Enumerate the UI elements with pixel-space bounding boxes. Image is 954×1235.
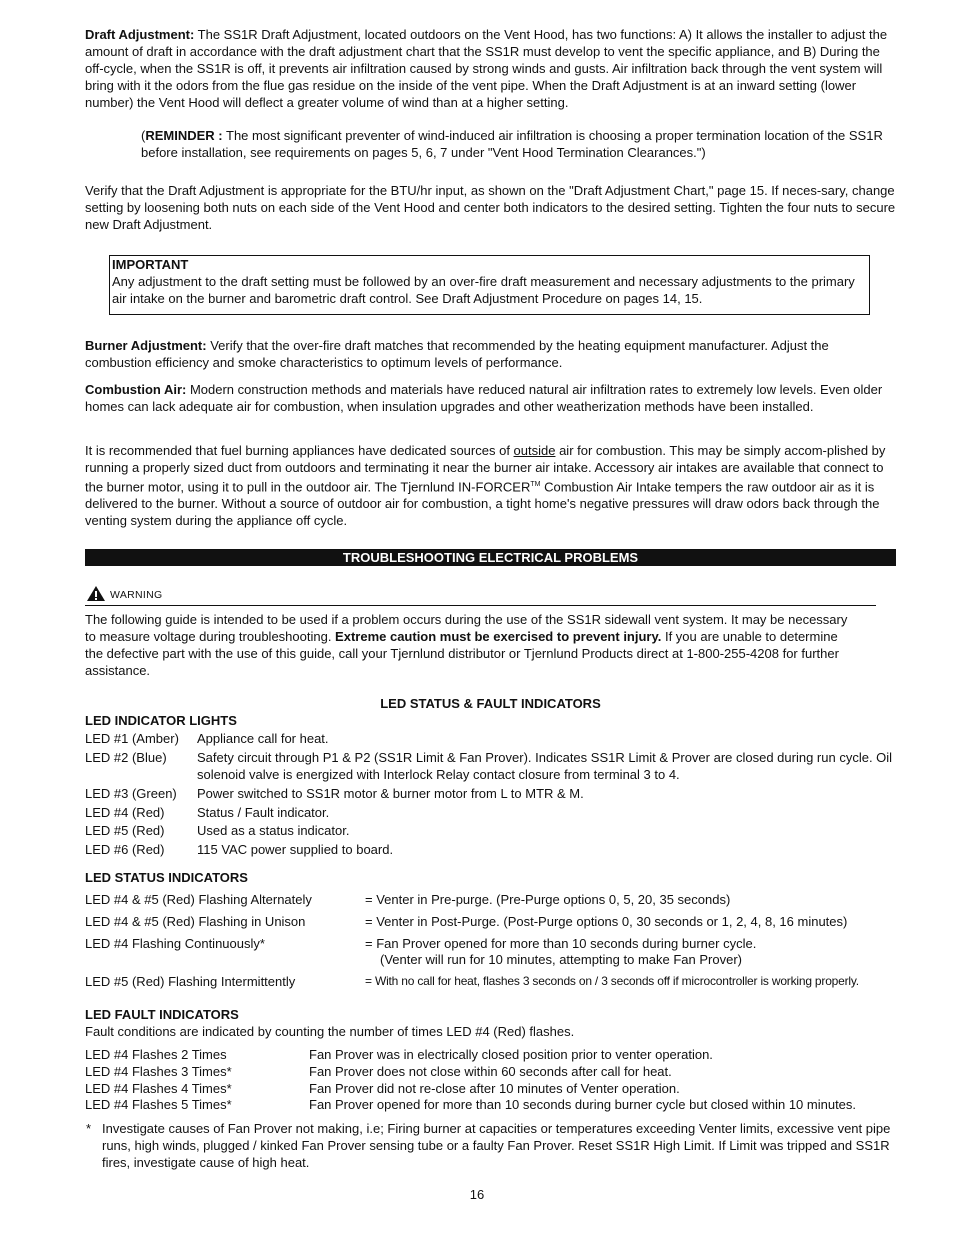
- warning-text-b: If you are unable to determine the defective part with the use of this guide, call your Tjernlund distributor or Tjernlund Products direct at 1-800-255-4208 for further assistance.: [85, 629, 839, 678]
- light-row-led: LED #4 (Red): [85, 805, 165, 820]
- status-row-led: LED #4 Flashing Continuously*: [85, 936, 265, 951]
- footnote-text: Investigate causes of Fan Prover not making, i.e; Firing burner at capacities or temperatures exceeding Venter limits, excessive vent pipe runs, high winds, plugged / kinked Fan Prover sensing tube or a faulty Fan Prover. Reset SS1R High Limit. If Limit was tripped and SS1R fires, investigate cause of high heat.: [102, 1121, 891, 1170]
- section-title-bar: TROUBLESHOOTING ELECTRICAL PROBLEMS: [85, 549, 896, 566]
- combustion-air-label: Combustion Air:: [85, 382, 187, 397]
- light-row-desc: Appliance call for heat.: [197, 731, 329, 746]
- recommend-text-a: It is recommended that fuel burning appliances have dedicated sources of: [85, 443, 514, 458]
- fault-indicators-heading: LED FAULT INDICATORS: [85, 1007, 239, 1022]
- important-text: Any adjustment to the draft setting must be followed by an over-fire draft measurement and necessary adjustments to the primary air intake on the burner and barometric draft control. See Draft Adjustment Procedure on pages 14, 15.: [112, 274, 855, 306]
- led-section-title: LED STATUS & FAULT INDICATORS: [380, 696, 601, 711]
- warning-text-a: The following guide is intended to be used if a problem occurs during the use of the SS1R sidewall vent system. It may be necessary to measure voltage during troubleshooting.: [85, 612, 848, 644]
- light-row-desc: Power switched to SS1R motor & burner motor from L to MTR & M.: [197, 786, 584, 801]
- footnote-star: *: [86, 1121, 92, 1136]
- light-row-led: LED #6 (Red): [85, 842, 165, 857]
- light-row-led: LED #5 (Red): [85, 823, 165, 838]
- status-row-desc: = Venter in Pre-purge. (Pre-Purge options 0, 5, 20, 35 seconds): [365, 892, 731, 907]
- burner-adjustment-paragraph: [85, 337, 897, 371]
- draft-adjustment-text: The SS1R Draft Adjustment, located outdoors on the Vent Hood, has two functions: A) It allows the installer to adjust the amount of draft in accordance with the draft adjustment chart that the SS1R must develop to vent the specific appliance, and B) During the off-cycle, when the SS1R is off, it prevents air infiltration caused by strong winds and gusts. Air infiltration back through the vent system will bring with it the odors from the flue gas residue on the inside of the vent pipe. When the Draft Adjustment is at an inward setting (lower number) the Vent Hood will deflect a greater volume of wind than at a higher setting.: [85, 27, 888, 110]
- reminder-label: REMINDER :: [145, 128, 223, 143]
- light-row-led: LED #1 (Amber): [85, 731, 179, 746]
- status-row-desc: = Venter in Post-Purge. (Post-Purge options 0, 30 seconds or 1, 2, 4, 8, 16 minutes): [365, 914, 848, 929]
- status-row-desc-note: (Venter will run for 10 minutes, attempting to make Fan Prover): [380, 952, 742, 967]
- light-row-desc: 115 VAC power supplied to board.: [197, 842, 394, 857]
- warning-triangle-icon: [86, 585, 106, 602]
- recommend-text-c: Combustion Air Intake tempers the raw outdoor air as it is delivered to the burner. Without a source of outdoor air for combustion, a tight home's negative pressures will draw odors back through the venting system during the appliance off cycle.: [85, 479, 880, 529]
- trademark-mark: TM: [530, 481, 541, 488]
- light-row-desc: Status / Fault indicator.: [197, 805, 330, 820]
- important-box: [109, 255, 870, 315]
- light-row-desc: Safety circuit through P1 & P2 (SS1R Limit & Fan Prover). Indicates SS1R Limit & Prover are closed during run cycle. Oil solenoid valve is energized with Interlock Relay contact closure from terminal 3 to 4.: [197, 750, 893, 782]
- combustion-air-paragraph: [85, 381, 897, 415]
- fault-row-led: LED #4 Flashes 3 Times*: [85, 1064, 232, 1079]
- fault-row-led: LED #4 Flashes 2 Times: [85, 1047, 227, 1062]
- warning-label: WARNING: [110, 589, 163, 601]
- burner-adjustment-text: Verify that the over-fire draft matches that recommended by the heating equipment manufacturer. Adjust the combustion efficiency and smoke characteristics to optimum levels of performance.: [85, 338, 829, 370]
- fault-row-led: LED #4 Flashes 4 Times*: [85, 1081, 232, 1096]
- reminder-text: The most significant preventer of wind-induced air infiltration is choosing a proper termination location of the SS1R before installation, see requirements on pages 5, 6, 7 under "Vent Hood Termination Clearances."): [141, 128, 883, 160]
- recommend-paragraph: [85, 442, 897, 529]
- light-row-led: LED #3 (Green): [85, 786, 177, 801]
- recommend-underline: outside: [513, 443, 556, 458]
- burner-adjustment-label: Burner Adjustment:: [85, 338, 207, 353]
- fault-intro: Fault conditions are indicated by counting the number of times LED #4 (Red) flashes.: [85, 1024, 575, 1039]
- warning-divider: [85, 605, 876, 606]
- status-indicators-heading: LED STATUS INDICATORS: [85, 870, 248, 885]
- reminder-open-paren: (: [141, 128, 146, 143]
- fault-row-led: LED #4 Flashes 5 Times*: [85, 1097, 232, 1112]
- warning-paragraph: [85, 611, 855, 679]
- fault-row-desc: Fan Prover does not close within 60 seconds after call for heat.: [309, 1064, 672, 1079]
- page-number: 16: [469, 1187, 485, 1202]
- status-row-desc: = With no call for heat, flashes 3 seconds on / 3 seconds off if microcontroller is working properly.: [365, 974, 859, 988]
- status-row-desc: = Fan Prover opened for more than 10 seconds during burner cycle.: [365, 936, 757, 951]
- draft-adjustment-label: Draft Adjustment:: [85, 27, 195, 42]
- indicator-lights-heading: LED INDICATOR LIGHTS: [85, 713, 237, 728]
- verify-paragraph: Verify that the Draft Adjustment is appropriate for the BTU/hr input, as shown on the "Draft Adjustment Chart," page 15. If neces-sary, change setting by loosening both nuts on each side of the Vent Hood and center both indicators to the desired setting. Tighten the four nuts to secure new Draft Adjustment.: [85, 183, 896, 232]
- reminder-paragraph: [141, 127, 897, 161]
- light-row-desc: Used as a status indicator.: [197, 823, 350, 838]
- important-title: IMPORTANT: [112, 257, 189, 272]
- fault-row-desc: Fan Prover opened for more than 10 seconds during burner cycle but closed within 10 minutes.: [309, 1097, 857, 1112]
- combustion-air-text: Modern construction methods and materials have reduced natural air infiltration rates to extremely low levels. Even older homes can lack adequate air for combustion, when insulation upgrades and other weatherization methods have been installed.: [85, 382, 883, 414]
- fault-row-desc: Fan Prover was in electrically closed position prior to venter operation.: [309, 1047, 713, 1062]
- light-row-led: LED #2 (Blue): [85, 750, 167, 765]
- status-row-led: LED #4 & #5 (Red) Flashing Alternately: [85, 892, 312, 907]
- recommend-text-b: air for combustion. This may be simply accom-plished by running a properly sized duct from outdoors and terminating it near the burner air intake. Accessory air intakes are available that connect to the burner motor, using it to pull in the outdoor air. The Tjernlund IN-FORCER: [85, 443, 886, 495]
- fault-row-desc: Fan Prover did not re-close after 10 minutes of Venter operation.: [309, 1081, 680, 1096]
- status-row-led: LED #5 (Red) Flashing Intermittently: [85, 974, 296, 989]
- status-row-led: LED #4 & #5 (Red) Flashing in Unison: [85, 914, 306, 929]
- draft-adjustment-paragraph: [85, 26, 897, 111]
- warning-bold-text: Extreme caution must be exercised to prevent injury.: [335, 629, 662, 644]
